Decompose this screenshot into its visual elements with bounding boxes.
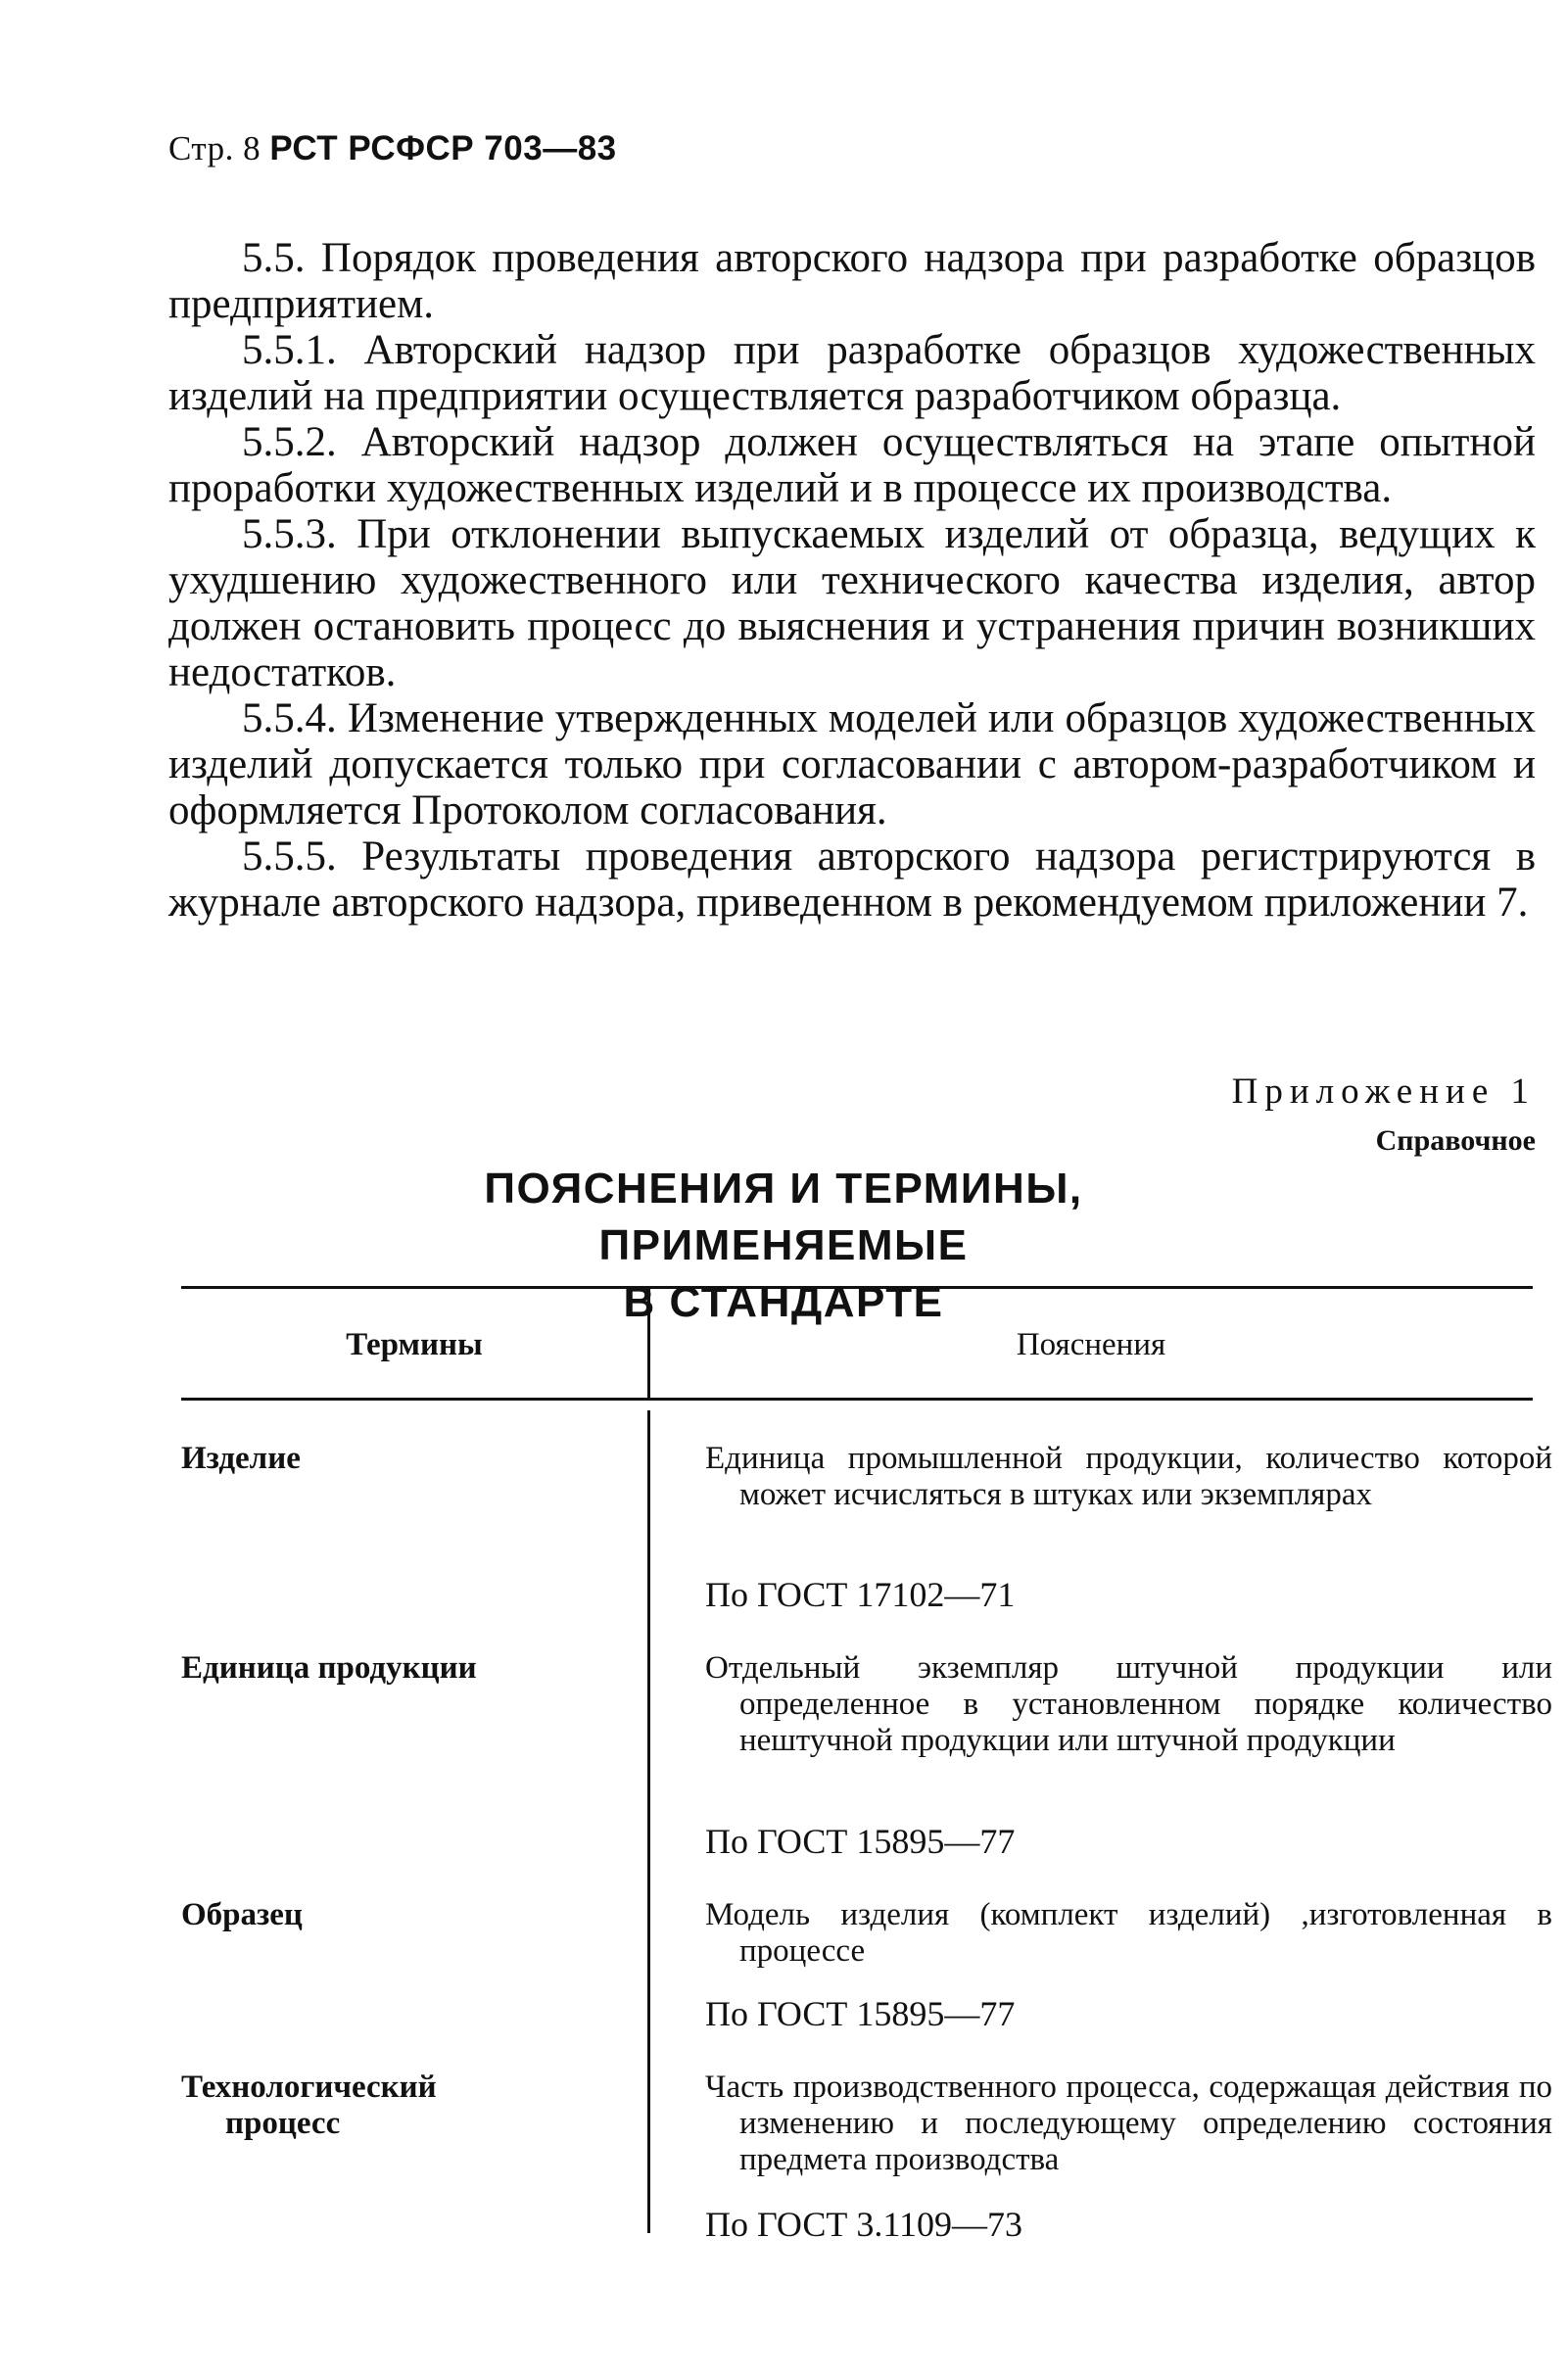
section-5-5-text	[168, 235, 1536, 926]
reference-cell: По ГОСТ 15895—77	[705, 1822, 1016, 1861]
term-text: Единица продукции	[181, 1650, 477, 1686]
paragraph-5-5-2: 5.5.2. Авторский надзор должен осуществляться на этапе опытной проработки художественных изделий и в процессе их производства.	[168, 419, 1536, 511]
paragraph-5-5-4: 5.5.4. Изменение утвержденных моделей или образцов художественных изделий допускается только при согласовании с автором-разработчиком и оформляется Протоколом согласования.	[168, 695, 1536, 833]
table-top-rule	[181, 1286, 1533, 1289]
reference-cell: По ГОСТ 15895—77	[705, 1994, 1016, 2033]
term-cell	[181, 1650, 641, 1687]
appendix-title-line1: ПОЯСНЕНИЯ И ТЕРМИНЫ, ПРИМЕНЯЕМЫЕ	[484, 1165, 1083, 1269]
standard-code: РСТ РСФСР 703—83	[269, 129, 617, 167]
paragraph-5-5-3: 5.5.3. При отклонении выпускаемых изделий от образца, ведущих к ухудшению художественного или технического качества изделия, автор должен остановить процесс до выяснения и устранения причин возникших недостатков.	[168, 511, 1536, 695]
term-cell	[181, 2070, 641, 2142]
column-header-explanations: Пояснения	[1016, 1327, 1166, 1362]
paragraph-5-5: 5.5. Порядок проведения авторского надзора при разработке образцов предприятием.	[168, 235, 1536, 327]
term-text-continued: процесс	[225, 2106, 341, 2141]
table-header-rule	[181, 1398, 1533, 1401]
term-text: Изделие	[181, 1441, 301, 1476]
explanation-cell: Единица промышленной продукции, количество которой может исчисляться в штуках или экземплярах	[705, 1441, 1552, 1512]
page-label: Стр. 8	[168, 129, 261, 167]
term-text: Технологический	[181, 2070, 437, 2105]
reference-cell: По ГОСТ 3.1109—73	[705, 2205, 1023, 2244]
term-text: Образец	[181, 1897, 303, 1932]
explanation-cell: Модель изделия (комплект изделий) ,изготовленная в процессе	[705, 1897, 1552, 1969]
table-body-divider	[647, 1410, 650, 2233]
appendix-type: Справочное	[1375, 1124, 1536, 1157]
page-header	[168, 129, 617, 168]
appendix-title-line2: В СТАНДАРТЕ	[623, 1278, 944, 1326]
term-cell	[181, 1897, 641, 1933]
explanation-cell: Отдельный экземпляр штучной продукции или определенное в установленном порядке количество нештучной продукции или штучной продукции	[705, 1650, 1552, 1758]
paragraph-5-5-5: 5.5.5. Результаты проведения авторского надзора регистрируются в журнале авторского надзора, приведенном в рекомендуемом приложении 7.	[168, 833, 1536, 926]
appendix-title	[294, 1161, 1273, 1331]
paragraph-5-5-1: 5.5.1. Авторский надзор при разработке образцов художественных изделий на предприятии осуществляется разработчиком образца.	[168, 327, 1536, 419]
column-header-terms: Термины	[346, 1327, 483, 1362]
reference-cell: По ГОСТ 17102—71	[705, 1575, 1016, 1614]
term-cell	[181, 1441, 641, 1477]
explanation-cell: Часть производственного процесса, содержащая действия по изменению и последующему определению состояния предмета производства	[705, 2070, 1552, 2177]
appendix-label: Приложение 1	[1231, 1071, 1536, 1112]
